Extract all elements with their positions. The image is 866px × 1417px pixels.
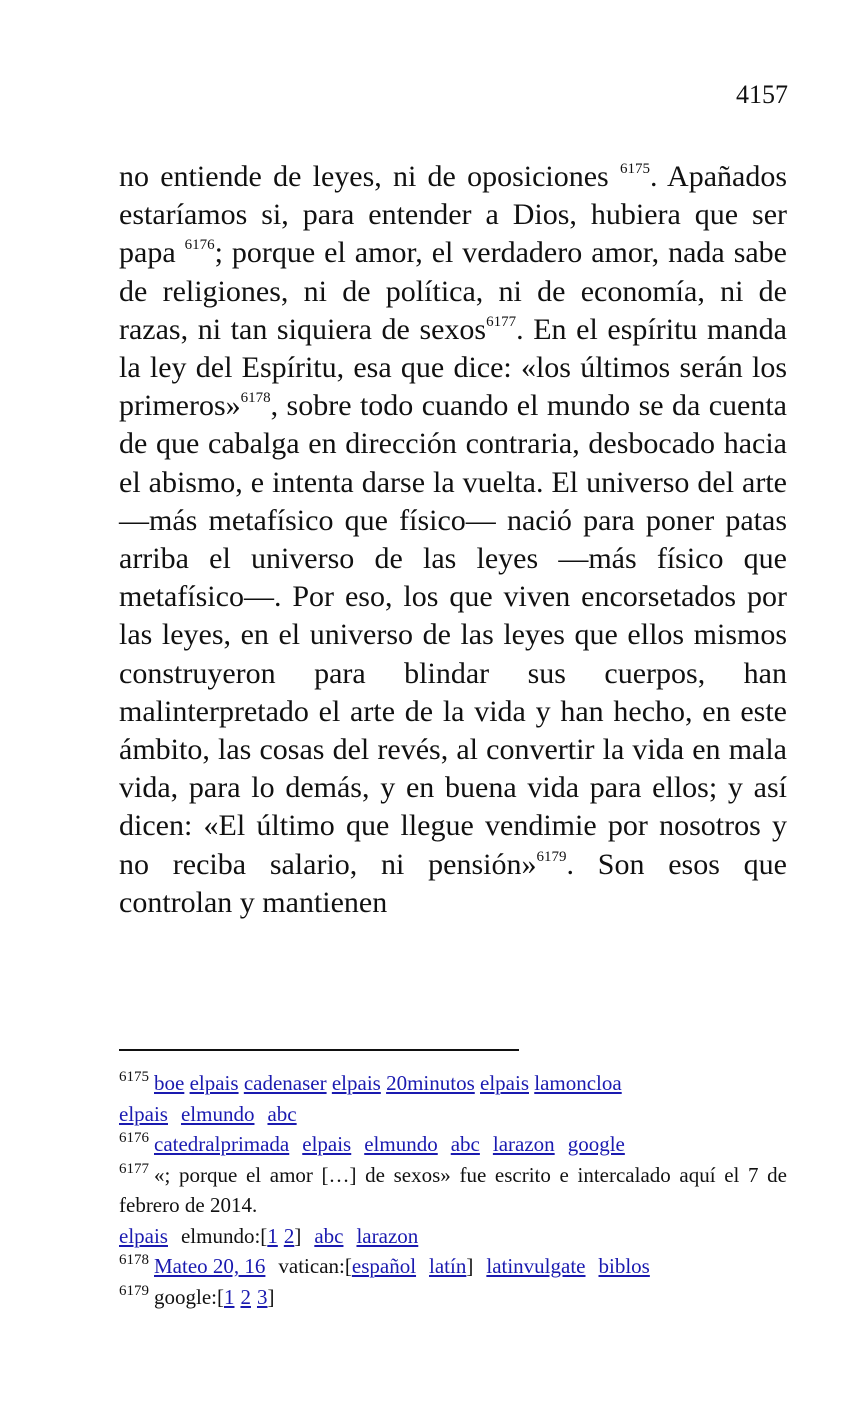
link-google-1[interactable]: 1 — [223, 1284, 235, 1309]
footnote-ref: 6179 — [536, 848, 567, 865]
body-segment: , sobre todo cuando el mundo se da cuenta de que cabalga en dirección contraria, desbocado hacia el abismo, e intenta darse la vuelta. El universo del arte ―más metafísico que físico― nació para poner patas arriba el universo de las leyes ―más físico que metafísico―. Por eso, los que viven encorsetados por las leyes, en el universo de las leyes que ellos mismos construyeron para blindar sus cuerpos, han malinterpretado el arte de la vida y han hecho, en este ámbito, las cosas del revés, al convertir la vida en mala vida, para lo demás, y en buena vida para ellos; y así dicen: «El último que llegue vendimie por nosotros y no reciba salario, ni pensión» — [119, 389, 787, 881]
bracket-close: ] — [267, 1284, 275, 1309]
footnote-ref: 6175 — [619, 161, 650, 177]
footnote-ref: 6177 — [486, 313, 517, 330]
footnote-6178 — [119, 1251, 787, 1282]
footnote-text: «; porque el amor […] de sexos» fue escrito e intercalado aquí el 7 de febrero de 2014. — [119, 1162, 787, 1217]
footnote-number: 6179 — [119, 1282, 149, 1299]
footnote-divider — [119, 1049, 519, 1051]
link-elpais[interactable]: elpais — [119, 1223, 168, 1248]
body-segment: no entiende de leyes, ni de oposiciones — [119, 160, 609, 193]
link-espanol[interactable]: español — [351, 1254, 417, 1278]
link-catedralprimada[interactable]: catedralprimada — [154, 1132, 290, 1156]
link-mateo[interactable]: Mateo 20, 16 — [154, 1254, 266, 1278]
vatican-label: vatican:[ — [278, 1254, 352, 1278]
link-elmundo[interactable]: elmundo — [364, 1132, 438, 1156]
link-google-3[interactable]: 3 — [256, 1284, 268, 1309]
bracket-close: ] — [294, 1223, 302, 1248]
footnote-number: 6176 — [119, 1130, 149, 1146]
body-text — [119, 158, 787, 922]
link-abc[interactable]: abc — [314, 1223, 344, 1248]
footnote-6177-links — [119, 1221, 787, 1252]
link-larazon[interactable]: larazon — [356, 1223, 419, 1248]
footnote-number: 6175 — [119, 1069, 149, 1085]
link-elmundo-2[interactable]: 2 — [283, 1223, 295, 1248]
link-20minutos[interactable]: 20minutos — [386, 1071, 475, 1095]
footnote-number: 6177 — [119, 1160, 149, 1177]
link-abc[interactable]: abc — [450, 1132, 480, 1156]
link-elpais[interactable]: elpais — [189, 1071, 239, 1095]
body-segment: ; porque el amor, el verdadero amor, nada sabe de religiones, ni de política, ni de economía, ni de razas, ni tan siquiera de sexos — [119, 236, 788, 346]
link-cadenaser[interactable]: cadenaser — [243, 1071, 327, 1095]
link-lamoncloa[interactable]: lamoncloa — [534, 1071, 622, 1095]
link-elpais[interactable]: elpais — [302, 1132, 352, 1156]
link-elpais[interactable]: elpais — [119, 1101, 168, 1126]
link-larazon[interactable]: larazon — [492, 1132, 555, 1156]
bracket-close: ] — [466, 1254, 474, 1278]
body-segment: . En el espíritu manda la ley del Espíritu, esa que dice: «los últimos serán los primeros» — [119, 312, 787, 423]
body-segment: . Apañados estaríamos si, para entender a Dios, hubiera que ser papa — [119, 160, 788, 270]
link-abc[interactable]: abc — [267, 1101, 297, 1126]
body-segment: . Son esos que controlan y mantienen — [119, 847, 787, 919]
elmundo-label: elmundo:[ — [180, 1223, 268, 1248]
footnote-ref: 6178 — [240, 390, 271, 407]
footnote-6176 — [119, 1129, 787, 1160]
link-latin[interactable]: latín — [429, 1254, 467, 1278]
footnote-6177 — [119, 1160, 787, 1221]
link-boe[interactable]: boe — [154, 1071, 185, 1095]
link-latinvulgate[interactable]: latinvulgate — [486, 1254, 586, 1278]
link-google-2[interactable]: 2 — [240, 1284, 251, 1309]
page-number: 4157 — [736, 80, 788, 109]
link-elmundo[interactable]: elmundo — [180, 1101, 255, 1126]
link-elpais[interactable]: elpais — [480, 1071, 529, 1095]
link-biblos[interactable]: biblos — [598, 1254, 650, 1278]
footnote-6175 — [119, 1068, 787, 1129]
link-google[interactable]: google — [567, 1132, 625, 1156]
footnotes — [119, 1068, 787, 1312]
footnote-ref: 6176 — [184, 237, 215, 254]
link-elmundo-1[interactable]: 1 — [267, 1223, 278, 1248]
footnote-6179 — [119, 1282, 787, 1313]
footnote-number: 6178 — [119, 1252, 149, 1268]
link-elpais[interactable]: elpais — [331, 1071, 381, 1095]
google-label: google:[ — [154, 1284, 224, 1309]
